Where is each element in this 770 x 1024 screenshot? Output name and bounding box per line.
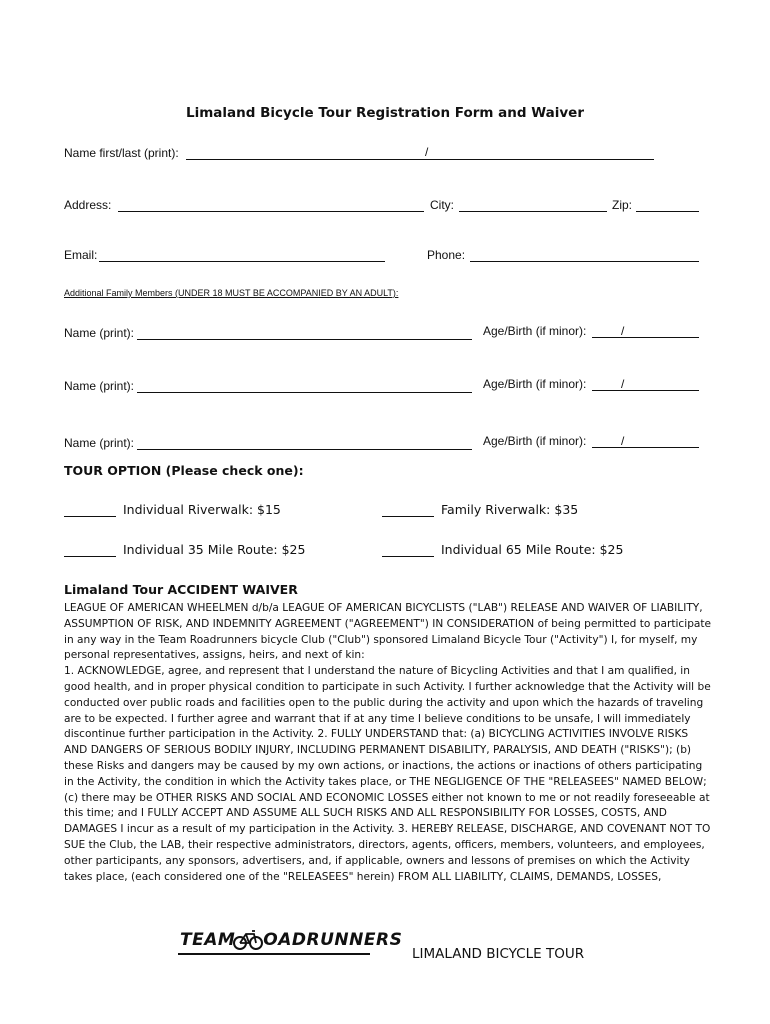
member-2-age-label: Age/Birth (if minor):: [483, 377, 587, 391]
email-label: Email:: [64, 248, 98, 262]
waiver-heading: Limaland Tour ACCIDENT WAIVER: [64, 582, 298, 597]
city-label: City:: [430, 198, 454, 212]
member-3-name-label: Name (print):: [64, 436, 135, 450]
bicycle-icon: [233, 929, 263, 951]
address-field[interactable]: [118, 211, 424, 212]
option-individual-riverwalk-check[interactable]: [64, 516, 116, 517]
email-field[interactable]: [99, 261, 385, 262]
option-35-mile-check[interactable]: [64, 556, 116, 557]
waiver-text: [64, 601, 712, 885]
option-family-riverwalk-label: Family Riverwalk: $35: [441, 502, 579, 517]
form-title: Limaland Bicycle Tour Registration Form and Waiver: [186, 105, 584, 121]
member-2-age-field[interactable]: [592, 390, 699, 391]
member-3-age-separator: /: [621, 434, 625, 448]
city-field[interactable]: [459, 211, 607, 212]
member-1-name-label: Name (print):: [64, 326, 135, 340]
option-35-mile-label: Individual 35 Mile Route: $25: [123, 542, 306, 557]
waiver-intro: LEAGUE OF AMERICAN WHEELMEN d/b/a LEAGUE OF AMERICAN BICYCLISTS ("LAB") RELEASE AND WAIVER OF LIABILITY, ASSUMPTION OF RISK, AND INDEMNITY AGREEMENT ("AGREEMENT") IN CONSIDERATION of being permitted to participate in any way in the Team Roadrunners bicycle Club ("Club") sponsored Limaland Bicycle Tour ("Activity") I, for myself, my personal representatives, assigns, heirs, and next of kin:: [64, 602, 712, 662]
member-3-name-field[interactable]: [137, 449, 472, 450]
family-members-note: Additional Family Members (UNDER 18 MUST BE ACCOMPANIED BY AN ADULT):: [64, 288, 399, 298]
footer-event-name: LIMALAND BICYCLE TOUR: [412, 946, 585, 962]
member-1-age-separator: /: [621, 324, 625, 338]
member-1-age-label: Age/Birth (if minor):: [483, 324, 587, 338]
option-family-riverwalk-check[interactable]: [382, 516, 434, 517]
tour-option-heading: TOUR OPTION (Please check one):: [64, 463, 304, 478]
member-2-name-label: Name (print):: [64, 379, 135, 393]
name-separator: /: [425, 145, 429, 159]
zip-label: Zip:: [612, 198, 633, 212]
member-2-age-separator: /: [621, 377, 625, 391]
name-field[interactable]: [186, 159, 654, 160]
member-1-age-field[interactable]: [592, 337, 699, 338]
phone-label: Phone:: [427, 248, 466, 262]
address-label: Address:: [64, 198, 112, 212]
member-3-age-label: Age/Birth (if minor):: [483, 434, 587, 448]
name-label: Name first/last (print):: [64, 146, 179, 160]
phone-field[interactable]: [470, 261, 699, 262]
member-2-name-field[interactable]: [137, 392, 472, 393]
logo-text-left: TEAM: [180, 930, 236, 950]
member-1-name-field[interactable]: [137, 339, 472, 340]
member-3-age-field[interactable]: [592, 447, 699, 448]
option-65-mile-check[interactable]: [382, 556, 434, 557]
team-roadrunners-logo: [180, 930, 402, 950]
option-individual-riverwalk-label: Individual Riverwalk: $15: [123, 502, 281, 517]
logo-underline: [178, 953, 370, 955]
option-65-mile-label: Individual 65 Mile Route: $25: [441, 542, 624, 557]
zip-field[interactable]: [636, 211, 699, 212]
waiver-body: 1. ACKNOWLEDGE, agree, and represent that I understand the nature of Bicycling Activities and that I am qualified, in good health, and in proper physical condition to participate in such Activity. I further acknowledge that the Activity will be conducted over public roads and facilities open to the public during the activity and upon which the hazards of traveling are to be expected. I further agree and warrant that if at any time I believe conditions to be unsafe, I will immediately discontinue further participation in the Activity. 2. FULLY UNDERSTAND that: (a) BICYCLING ACTIVITIES INVOLVE RISKS AND DANGERS OF SERIOUS BODILY INJURY, INCLUDING PERMANENT DISABILITY, PARALYSIS, AND DEATH ("RISKS"); (b) these Risks and dangers may be caused by my own actions, or inactions, the actions or inactions of others participating in the Activity, the condition in which the Activity takes place, or THE NEGLIGENCE OF THE "RELEASEES" NAMED BELOW; (c) there may be OTHER RISKS AND SOCIAL AND ECONOMIC LOSSES either not known to me or not readily foreseeable at this time; and I FULLY ACCEPT AND ASSUME ALL SUCH RISKS AND ALL RESPONSIBILITY FOR LOSSES, COSTS, AND DAMAGES I incur as a result of my participation in the Activity. 3. HEREBY RELEASE, DISCHARGE, AND COVENANT NOT TO SUE the Club, the LAB, their respective administrators, directors, agents, officers, members, volunteers, and employees, other participants, any sponsors, advertisers, and, if applicable, owners and lessons of premises on which the Activity takes place, (each considered one of the "RELEASEES" herein) FROM ALL LIABILITY, CLAIMS, DEMANDS, LOSSES,: [64, 665, 711, 883]
logo-text-right: OADRUNNERS: [263, 930, 403, 950]
